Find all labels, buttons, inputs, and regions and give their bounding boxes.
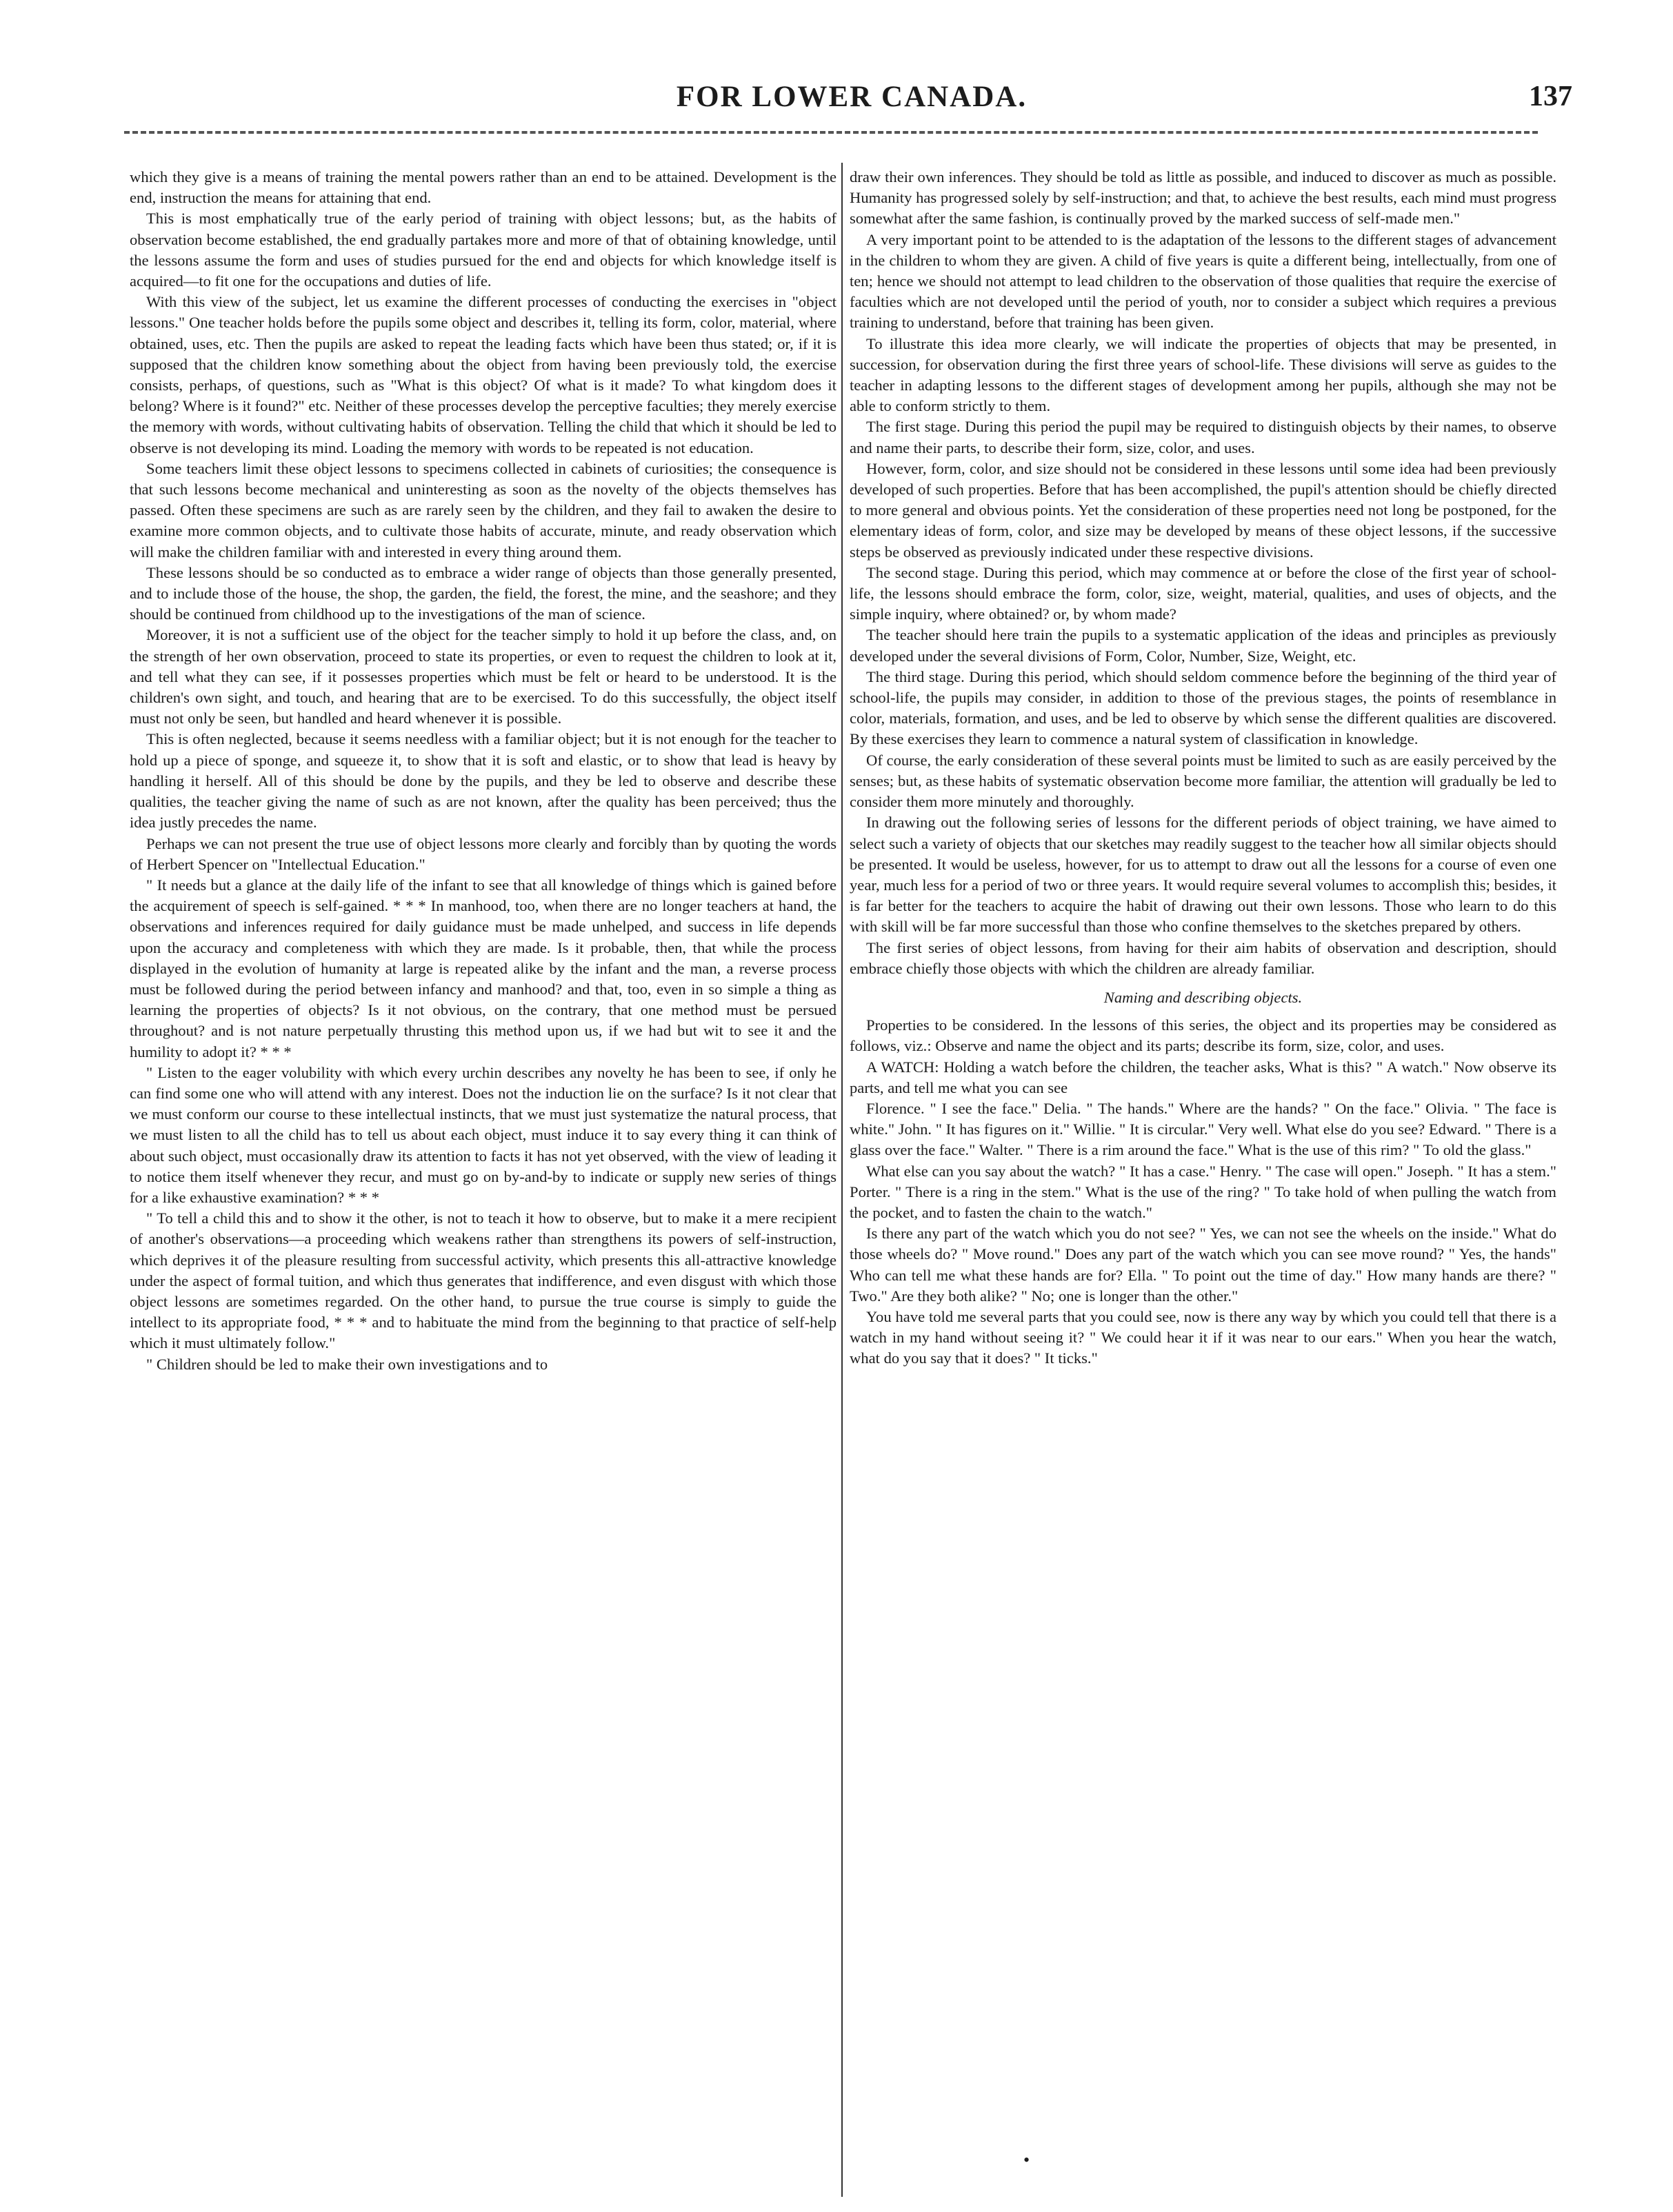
paragraph: To illustrate this idea more clearly, we will indicate the properties of objects that may be presented, in succession, for observation during the first three years of school-life. These divisions will serve as guides to the teacher in adapting lessons to the different stages of development among her pupils, although she may not be able to conform strictly to them.	[850, 334, 1556, 415]
paragraph: Of course, the early consideration of these several points must be limited to such as are easily perceived by the senses; but, as these habits of systematic observation become more familiar, the attention will gradually be led to consider them more minutely and thoroughly.	[850, 751, 1556, 811]
paragraph: This is often neglected, because it seems needless with a familiar object; but it is not enough for the teacher to hold up a piece of sponge, and squeeze it, to show that it is soft and elastic, or to show that lead is heavy by handling it herself. All of this should be done by the pupils, and they be led to observe and describe these qualities, the teacher giving the name of such as are not known, after the quality has been perceived; thus the idea justly precedes the name.	[130, 730, 836, 832]
paragraph: However, form, color, and size should not be considered in these lessons until some idea had been previously developed of such properties. Before that has been accomplished, the pupil's attention should be chiefly directed to more general and obvious points. Yet the consideration of these properties need not long be postponed, for the elementary ideas of form, color, and size may be developed by means of these object lessons, if the successive steps be observed as previously indicated under these respective divisions.	[850, 459, 1556, 561]
paragraph: Some teachers limit these object lessons to specimens collected in cabinets of curiosities; the consequence is that such lessons become mechanical and uninteresting as soon as the novelty of the objects themselves has passed. Often these specimens are such as are rarely seen by the children, and they fail to awaken the desire to examine more common objects, and to cultivate those habits of accurate, minute, and ready observation which will make the children familiar with and interested in every thing around them.	[130, 459, 836, 561]
section-subheading: Naming and describing objects.	[1103, 988, 1303, 1006]
paragraph: The first stage. During this period the pupil may be required to distinguish objects by their names, to observe and name their parts, to describe their form, size, color, and uses.	[850, 418, 1556, 456]
paragraph: Is there any part of the watch which you do not see? " Yes, we can not see the wheels on the inside." What do those wheels do? " Move round." Does any part of the watch which you can see move round? " Yes, the hands" Who can tell me what these hands are for? Ella. " To point out the time of day." How many hands are there? " Two." Are they both alike? " No; one is longer than the other."	[850, 1225, 1556, 1305]
paragraph: What else can you say about the watch? " It has a case." Henry. " The case will open." Joseph. " It has a stem." Porter. " There is a ring in the stem." What is the use of the ring? " To take hold of when pulling the watch from the pocket, and to fasten the chain to the watch."	[850, 1162, 1556, 1221]
paragraph: Moreover, it is not a sufficient use of the object for the teacher simply to hold it up before the class, and, on the strength of her own observation, proceed to state its properties, or even to request the children to look at it, and tell what they can see, if it possesses properties which must be felt or heard to be understood. It is the children's own sight, and touch, and hearing that are to be exercised. To do this successfully, the object itself must not only be seen, but handled and heard whenever it is possible.	[130, 626, 836, 727]
quotation-paragraph: " It needs but a glance at the daily life of the infant to see that all knowledge of things which is gained before the acquirement of speech is self-gained. * * * In manhood, too, when there are no longer teachers at hand, the observations and inferences required for daily guidance must be made unhelped, and success in life depends upon the accuracy and completeness with which they are made. Is it probable, then, that while the process displayed in the evolution of humanity at large is repeated alike by the infant and the man, a reverse process must be followed during the period between infancy and manhood? and that, too, even in so simple a thing as learning the properties of objects? Is it not obvious, on the contrary, that one method must be persued throughout? and is not nature perpetually thrusting this method upon us, if we had but wit to see it and the humility to adopt it? * * *	[130, 876, 836, 1060]
left-column	[130, 167, 836, 1375]
paragraph: You have told me several parts that you could see, now is there any way by which you could tell that there is a watch in my hand without seeing it? " We could hear it if it was near to our ears." When you hear the watch, what do you say that it does? " It ticks."	[850, 1307, 1556, 1367]
paragraph: With this view of the subject, let us examine the different processes of conducting the exercises in "object lessons." One teacher holds before the pupils some object and describes it, telling its form, color, material, where obtained, uses, etc. Then the pupils are asked to repeat the leading facts which have been thus stated; or, if it is supposed that the children know something about the object from having been previously told, the exercise consists, perhaps, of questions, such as "What is this object? Of what is it made? To what kingdom does it belong? Where is it found?" etc. Neither of these processes develop the perceptive faculties; they merely exercise the memory with words, without cultivating habits of observation. Telling the child that which it should be led to observe is not developing its mind. Loading the memory with words to be repeated is not education.	[130, 293, 836, 456]
paragraph: The second stage. During this period, which may commence at or before the close of the first year of school-life, the lessons should embrace the form, color, size, weight, material, qualities, and uses of objects, and the simple inquiry, where obtained? or, by whom made?	[850, 563, 1556, 623]
quotation-paragraph: " To tell a child this and to show it the other, is not to teach it how to observe, but to make it a mere recipient of another's observations—a proceeding which weakens rather than strengthens its powers of self-instruction, which deprives it of the pleasure resulting from successful activity, which presents this all-attractive knowledge under the aspect of formal tuition, and which thus generates that indifference, and even disgust with which those object lessons are sometimes regarded. On the other hand, to pursue the true course is simply to guide the intellect to its appropriate food, * * * and to habituate the mind from the beginning to that practice of self-help which it must ultimately follow."	[130, 1209, 836, 1352]
paragraph: Properties to be considered. In the lessons of this series, the object and its properties may be considered as follows, viz.: Observe and name the object and its parts; describe its form, size, color, and uses.	[850, 1016, 1556, 1055]
paragraph: Perhaps we can not present the true use of object lessons more clearly and forcibly than by quoting the words of Herbert Spencer on "Intellectual Education."	[130, 834, 836, 873]
paragraph: which they give is a means of training the mental powers rather than an end to be attained. Development is the end, instruction the means for attaining that end.	[130, 168, 836, 207]
paragraph: draw their own inferences. They should be told as little as possible, and induced to discover as much as possible. Humanity has progressed solely by self-instruction; and that, to achieve the best results, each mind must progress somewhat after the same fashion, is continually proved by the marked success of self-made men."	[850, 168, 1556, 228]
right-column	[850, 167, 1556, 1369]
paragraph: A very important point to be attended to is the adaptation of the lessons to the different stages of advancement in the children to whom they are given. A child of five years is quite a different being, intellectually, from one of ten; hence we should not attempt to lead children to the observation of those qualities that require the exercise of faculties which are not developed until the period of youth, nor to consider a subject which requires a previous training to understand, before that training has been given.	[850, 230, 1556, 332]
paragraph: The teacher should here train the pupils to a systematic application of the ideas and principles as previously developed under the several divisions of Form, Color, Number, Size, Weight, etc.	[850, 626, 1556, 665]
page-number: 137	[1529, 81, 1572, 112]
quotation-paragraph: " Children should be led to make their own investigations and to	[146, 1355, 548, 1373]
paragraph: Florence. " I see the face." Delia. " The hands." Where are the hands? " On the face." Olivia. " The face is white." John. " It has figures on it." Willie. " It is circular." Very well. What else do you see? Edward. " There is a glass over the face." Walter. " There is a rim around the face." What is the use of this rim? " To old the glass."	[850, 1099, 1556, 1159]
paragraph: In drawing out the following series of lessons for the different periods of object training, we have aimed to select such a variety of objects that our sketches may readily suggest to the teacher how all similar objects should be presented. It would be useless, however, for us to attempt to draw out all the lessons for a course of even one year, much less for a period of two or three years. It would require several volumes to accomplish this; besides, it is far better for the teachers to acquire the habit of drawing out their own lessons. Those who learn to do this with skill will be far more successful than those who confine themselves to the sketches prepared by others.	[850, 814, 1556, 936]
paragraph: This is most emphatically true of the early period of training with object lessons; but, as the habits of observation become established, the end gradually partakes more and more of that of obtaining knowledge, until the lessons assume the form and uses of studies pursued for the end and objects for which knowledge itself is acquired—to fit one for the occupations and duties of life.	[130, 210, 836, 290]
paragraph: A WATCH: Holding a watch before the children, the teacher asks, What is this? " A watch." Now observe its parts, and tell me what you can see	[850, 1058, 1556, 1096]
quotation-paragraph: " Listen to the eager volubility with which every urchin describes any novelty he has been to see, if only he can find some one who will attend with any interest. Does not the induction lie on the surface? Is it not clear that we must conform our course to these intellectual instincts, that we must just systematize the natural process, that we must listen to all the child has to tell us about each object, must induce it to say every thing it can think of about such object, must occasionally draw its attention to facts it has not yet observed, with the view of leading it to notice them itself whenever they recur, and must go on by-and-by to indicate or supply new series of things for a like exhaustive examination? * * *	[130, 1063, 836, 1206]
page-header	[131, 77, 1572, 119]
paragraph: These lessons should be so conducted as to embrace a wider range of objects than those generally presented, and to include those of the house, the shop, the garden, the field, the forest, the mine, and the seashore; and they should be continued from childhood up to the investigations of the man of science.	[130, 563, 836, 623]
footer-mark: •	[1023, 2150, 1030, 2170]
paragraph: The third stage. During this period, which should seldom commence before the beginning of the third year of school-life, the pupils may consider, in addition to those of the previous stages, the points of resemblance in color, materials, formation, and uses, and be led to observe by which sense the different qualities are discovered. By these exercises they learn to commence a natural system of classification in knowledge.	[850, 667, 1556, 748]
header-rule	[124, 131, 1538, 134]
paragraph: The first series of object lessons, from having for their aim habits of observation and description, should embrace chiefly those objects with which the children are already familiar.	[850, 938, 1556, 977]
column-divider	[841, 163, 843, 2197]
running-title: FOR LOWER CANADA.	[676, 81, 1028, 113]
